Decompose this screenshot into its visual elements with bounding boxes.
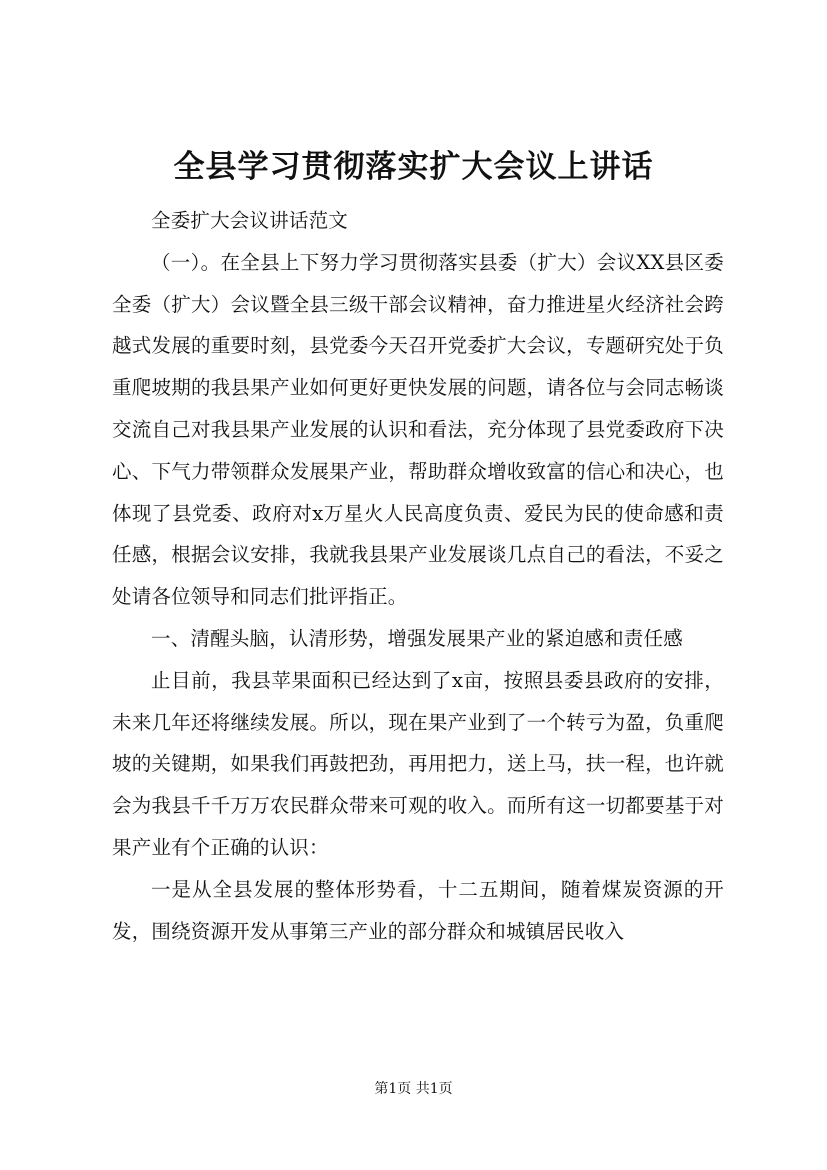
section-heading: 一、清醒头脑，认清形势，增强发展果产业的紧迫感和责任感 (151, 626, 683, 650)
paragraph-intro: （一）。在全县上下努力学习贯彻落实县委（扩大）会议XX县区委全委（扩大）会议暨全县三级干部会议精神，奋力推进星火经济社会跨越式发展的重要时刻，县党委今天召开党委扩大会议，专题研究处于负重爬坡期的我县果产业如何更好更快发展的问题，请各位与会同志畅谈交流自己对我县果产业发展的认识和看法，充分体现了县党委政府下决心、下气力带领群众发展果产业，帮助群众增收致富的信心和决心，也体现了县党委、政府对x万星火人民高度负责、爱民为民的使命感和责任感，根据会议安排，我就我县果产业发展谈几点自己的看法，不妥之处请各位领导和同志们批评指正。 (112, 250, 724, 609)
paragraph-point-one: 一是从全县发展的整体形势看，十二五期间，随着煤炭资源的开发，围绕资源开发从事第三产业的部分群众和城镇居民收入 (112, 877, 724, 943)
document-subtitle: 全委扩大会议讲话范文 (151, 209, 349, 232)
paragraph-status: 止目前，我县苹果面积已经达到了x亩，按照县委县政府的安排，未来几年还将继续发展。所以，现在果产业到了一个转亏为盈，负重爬坡的关键期，如果我们再鼓把劲，再用把力，送上马，扶一程，也许就会为我县千千万万农民群众带来可观的收入。而所有这一切都要基于对果产业有个正确的认识： (112, 668, 724, 859)
page-number-footer: 第1页 共1页 (374, 1081, 453, 1097)
document-body (112, 200, 724, 952)
document-title: 全县学习贯彻落实扩大会议上讲话 (173, 149, 654, 185)
